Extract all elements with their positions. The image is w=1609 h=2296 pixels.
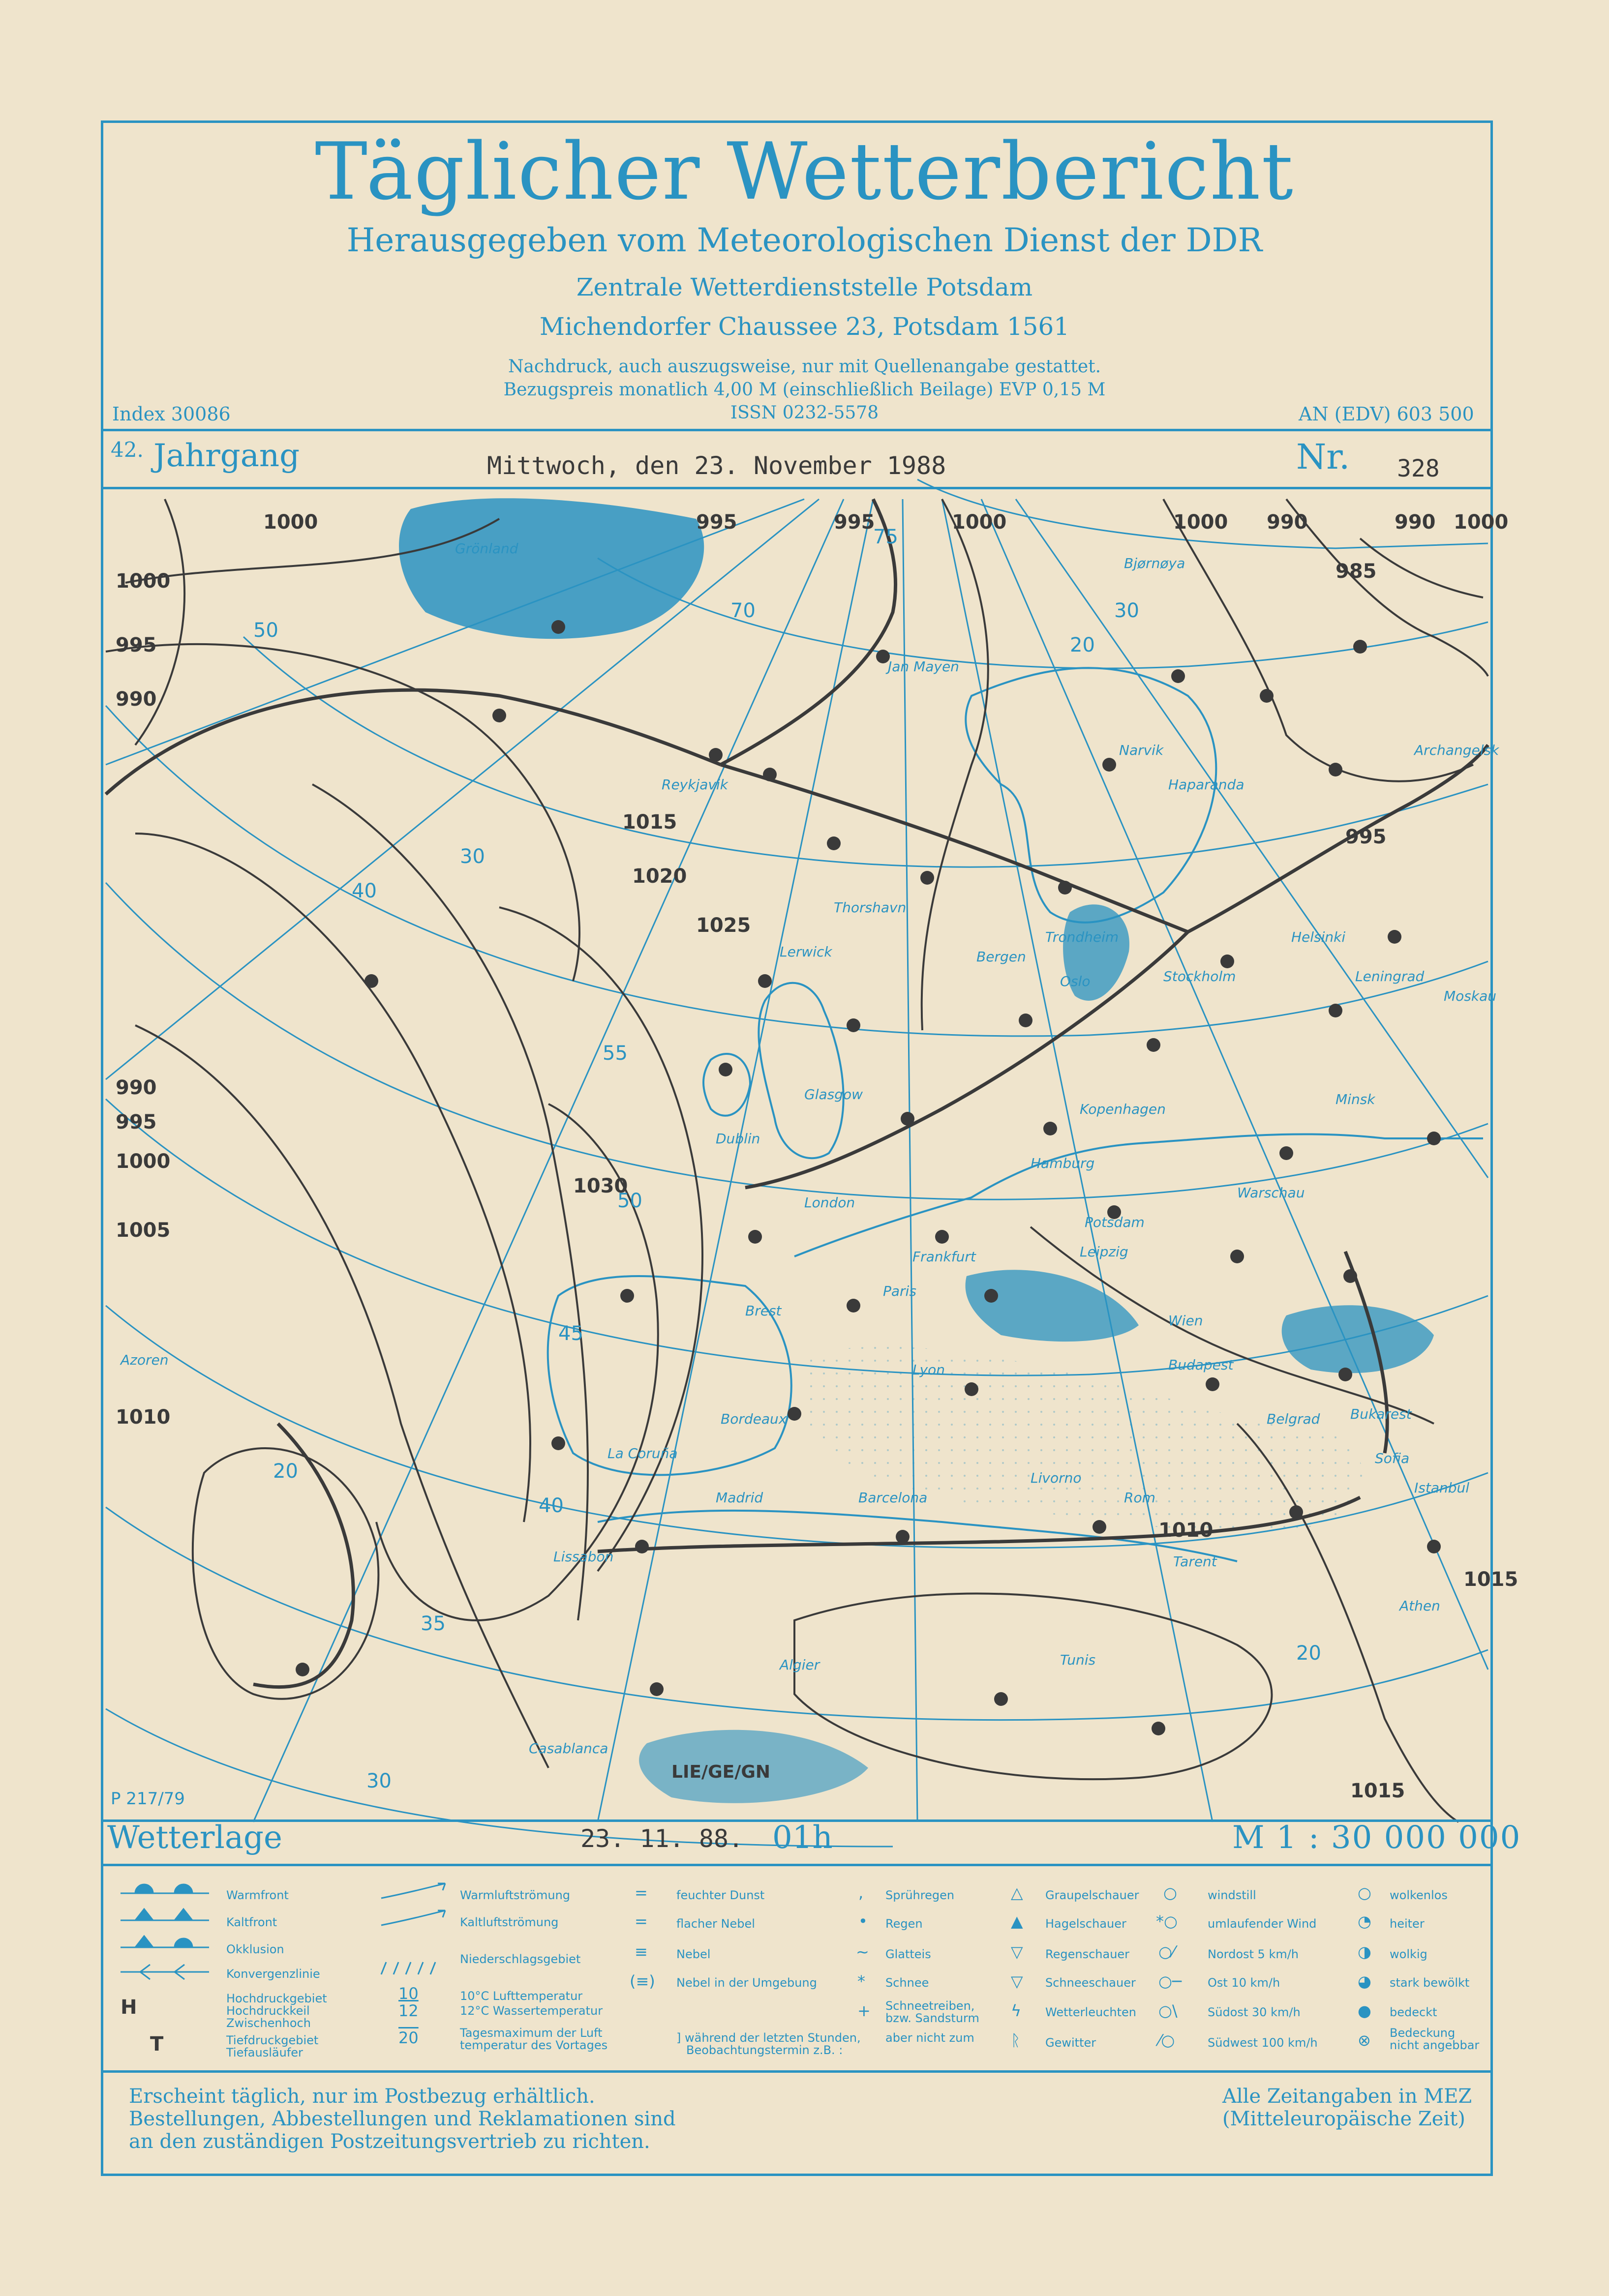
rain-shower-icon: ▽: [1011, 1942, 1023, 1961]
graticule-parallels: [106, 479, 1488, 1847]
place-label: Reykjavik: [662, 776, 728, 793]
lon-label-20: 20: [273, 1460, 298, 1483]
place-label: Helsinki: [1291, 929, 1346, 945]
footer-line: Erscheint täglich, nur im Postbezug erhältlich.: [129, 2085, 595, 2108]
place-label: Casablanca: [529, 1740, 608, 1757]
latitude-labels: [253, 526, 1321, 1792]
place-label: Thorshavn: [834, 899, 907, 916]
blowing-snow-icon: +: [857, 2001, 871, 2020]
isobar-label-995: 995: [696, 511, 737, 534]
legend-nordost: Nordost 5 km/h: [1208, 1947, 1299, 1961]
lat-label-45: 45: [558, 1322, 583, 1345]
place-label: Oslo: [1060, 973, 1091, 989]
legend-schneeschauer: Schneeschauer: [1045, 1976, 1136, 1990]
glaze-icon: ~: [856, 1942, 869, 1961]
lat-label-50: 50: [617, 1190, 642, 1212]
lat-label-75: 75: [873, 526, 898, 548]
place-label: London: [804, 1194, 855, 1211]
wetterlage-label: Wetterlage: [107, 1819, 282, 1856]
drizzle-icon: ,: [858, 1883, 864, 1902]
legend-bedeckung: Bedeckung: [1390, 2026, 1456, 2040]
southwest-wind-icon: ⁄○: [1158, 2031, 1175, 2050]
legend-okklusion: Okklusion: [226, 1942, 284, 1956]
isobar-label-1005: 1005: [116, 1219, 171, 1242]
thunderstorm-icon: ᚱ: [1011, 2031, 1021, 2050]
place-label: Haparanda: [1168, 776, 1245, 793]
lon-label-40: 40: [352, 880, 377, 902]
fog-vicinity-icon: (≡): [630, 1972, 655, 1991]
footer-line: an den zuständigen Postzeitungsvertrieb zu richten.: [129, 2130, 650, 2153]
clear-sky-icon: ○: [1358, 1883, 1371, 1902]
isobar-label-1020: 1020: [632, 865, 687, 888]
place-label: Dublin: [716, 1131, 760, 1147]
place-label: Brest: [745, 1303, 782, 1319]
legend-tief: Tiefdruckgebiet: [226, 2033, 319, 2047]
legend-heiter: heiter: [1390, 1917, 1425, 1931]
legend-gewitter: Gewitter: [1045, 2036, 1096, 2050]
place-label: Bordeaux: [721, 1411, 787, 1427]
analysis-code: LIE/GE/GN: [671, 1762, 771, 1782]
place-label: Barcelona: [858, 1490, 928, 1506]
fog-icon: ≡: [635, 1942, 648, 1961]
british-isles-shape: [759, 983, 843, 1158]
place-label: Trondheim: [1045, 929, 1119, 945]
place-label: Livorno: [1031, 1470, 1082, 1486]
legend-schnee: Schnee: [885, 1976, 929, 1990]
isobar-label-1015: 1015: [1350, 1780, 1405, 1802]
publisher-line: Herausgegeben vom Meteorologischen Dienst der DDR: [346, 221, 1263, 259]
divider: [101, 1864, 1493, 1866]
lat-label-70: 70: [730, 599, 756, 622]
sky-obscured-icon: ⊗: [1358, 2031, 1371, 2050]
legend-flacher-nebel: flacher Nebel: [676, 1917, 755, 1931]
lon-label-30: 30: [460, 845, 485, 868]
legend-regenschauer: Regenschauer: [1045, 1947, 1130, 1961]
legend-nebel-umgebung: Nebel in der Umgebung: [676, 1976, 817, 1990]
jahrgang-number: 42.: [111, 438, 144, 462]
greenland-shape: [399, 498, 704, 639]
footer-right: [1222, 2085, 1472, 2130]
place-labels: [120, 540, 1500, 1757]
lat-label-35: 35: [421, 1612, 446, 1635]
place-label: Lissabon: [553, 1549, 614, 1565]
legend-suedwest: Südwest 100 km/h: [1208, 2036, 1318, 2050]
isobar-label-1000: 1000: [116, 1150, 171, 1173]
legend-glatteis: Glatteis: [885, 1947, 931, 1961]
black-sea: [1282, 1305, 1434, 1373]
isobar-label-1010: 1010: [1158, 1519, 1214, 1542]
place-label: Kopenhagen: [1080, 1101, 1166, 1117]
index-number: Index 30086: [112, 403, 231, 425]
legend-spruehregen: Sprühregen: [885, 1888, 955, 1902]
isobar-label-985: 985: [1336, 560, 1377, 583]
an-number: AN (EDV) 603 500: [1299, 403, 1474, 425]
lat-label-20: 20: [1296, 1642, 1321, 1665]
legend-zwischenhoch: Zwischenhoch: [226, 2016, 311, 2030]
isobar-label-995: 995: [116, 1111, 157, 1133]
issue-number: 328: [1397, 455, 1440, 482]
place-label: Minsk: [1336, 1091, 1375, 1107]
place-label: Frankfurt: [912, 1249, 976, 1265]
calm-wind-icon: ○: [1163, 1883, 1177, 1902]
legend-regen: Regen: [885, 1917, 923, 1931]
legend-warmluft: Warmluftströmung: [460, 1888, 571, 1902]
rain-icon: •: [858, 1912, 868, 1931]
lightning-icon: ϟ: [1011, 2001, 1022, 2020]
legend-bedeckt: bedeckt: [1390, 2005, 1437, 2019]
high-pressure-symbol: H: [121, 1996, 137, 2019]
nr-label: Nr.: [1296, 437, 1350, 477]
legend-letzte-stunden: ] während der letzten Stunden,: [676, 2031, 861, 2045]
legend-niederschlag: Niederschlagsgebiet: [460, 1952, 581, 1966]
legend-schneetreiben: Schneetreiben,: [885, 1999, 975, 2013]
isobar-label-1015: 1015: [622, 811, 677, 834]
isobar-label-990: 990: [116, 688, 157, 711]
haze-icon: =: [635, 1883, 648, 1902]
place-label: Leipzig: [1080, 1244, 1128, 1260]
legend-graupel: Graupelschauer: [1045, 1888, 1139, 1902]
place-label: Glasgow: [804, 1086, 863, 1103]
divider: [101, 429, 1493, 431]
place-label: Budapest: [1168, 1357, 1234, 1373]
map-svg: [106, 489, 1518, 1822]
address-line: Michendorfer Chaussee 23, Potsdam 1561: [539, 312, 1070, 341]
legend: [106, 1869, 1488, 2075]
place-label: Bergen: [976, 949, 1026, 965]
overcast-icon: ●: [1358, 2001, 1371, 2020]
place-label: Leningrad: [1355, 968, 1425, 984]
legend-ost: Ost 10 km/h: [1208, 1976, 1280, 1990]
jahrgang-label: Jahrgang: [153, 438, 300, 474]
wetterlage-hour: 01h: [772, 1819, 833, 1856]
isobar-label-1000: 1000: [1173, 511, 1228, 534]
lon-label-50: 50: [253, 619, 278, 642]
place-label: La Coruña: [607, 1445, 678, 1461]
footer-line: (Mitteleuropäische Zeit): [1222, 2108, 1465, 2130]
isobar-label-995: 995: [834, 511, 875, 534]
price-note: Bezugspreis monatlich 4,00 M (einschließlich Beilage) EVP 0,15 M: [503, 380, 1106, 400]
graupel-shower-icon: △: [1011, 1883, 1023, 1902]
place-label: Madrid: [716, 1490, 763, 1506]
isobar-label-995: 995: [1345, 826, 1387, 848]
legend-hochkeil: Hochdruckkeil: [226, 2004, 310, 2018]
lon-label-30: 30: [1114, 599, 1139, 622]
cloudy-sky-icon: ◑: [1358, 1942, 1371, 1961]
place-label: Jan Mayen: [888, 658, 959, 675]
legend-nicht-angebbar: nicht angebbar: [1390, 2038, 1480, 2052]
europe-coast: [794, 1134, 1483, 1256]
lat-label-30: 30: [366, 1770, 392, 1792]
stations: [296, 620, 1441, 1735]
place-label: Bukarest: [1350, 1406, 1412, 1422]
fair-sky-icon: ◔: [1358, 1912, 1371, 1931]
legend-kaltluft: Kaltluftströmung: [460, 1915, 559, 1929]
legend-wetterleuchten: Wetterleuchten: [1045, 2005, 1136, 2019]
isobar-label-1030: 1030: [573, 1175, 628, 1197]
map-scale: M 1 : 30 000 000: [1232, 1819, 1521, 1856]
office-line: Zentrale Wetterdienststelle Potsdam: [576, 273, 1033, 301]
footer-left: [129, 2085, 676, 2153]
footer-line: Alle Zeitangaben in MEZ: [1222, 2085, 1472, 2108]
legend-tiefauslaeufer: Tiefausläufer: [226, 2046, 303, 2059]
place-label: Hamburg: [1031, 1155, 1095, 1171]
legend-suedost: Südost 30 km/h: [1208, 2005, 1301, 2019]
variable-wind-icon: *○: [1156, 1912, 1178, 1931]
place-label: Moskau: [1444, 988, 1496, 1004]
isobar-label-1025: 1025: [696, 914, 751, 937]
legend-wassertemp: 12°C Wassertemperatur: [460, 2004, 603, 2018]
lon-label-20: 20: [1070, 634, 1095, 656]
legend-flow-symbols: [381, 1879, 455, 1987]
wetterlage-date: 23. 11. 88.: [580, 1824, 744, 1853]
legend-dunst: feuchter Dunst: [676, 1888, 765, 1902]
legend-front-symbols: [121, 1879, 219, 2065]
northeast-wind-icon: ○⁄: [1158, 1942, 1175, 1961]
isobar-label-990: 990: [1267, 511, 1308, 534]
isobar-label-990: 990: [116, 1076, 157, 1099]
legend-hoch: Hochdruckgebiet: [226, 1992, 327, 2005]
issue-date: Mittwoch, den 23. November 1988: [487, 451, 946, 480]
issn: ISSN 0232-5578: [730, 403, 879, 423]
place-label: Stockholm: [1163, 968, 1236, 984]
legend-lufttemp: 10°C Lufttemperatur: [460, 1989, 583, 2003]
place-label: Bjørnøya: [1124, 555, 1185, 571]
legend-beobachtung: Beobachtungstermin z.B. :: [686, 2043, 843, 2057]
reprint-note: Nachdruck, auch auszugsweise, nur mit Quellenangabe gestattet.: [508, 357, 1101, 377]
legend-sandsturm: bzw. Sandsturm: [885, 2011, 979, 2025]
lat-label-55: 55: [603, 1042, 628, 1065]
legend-tagesmax: Tagesmaximum der Luft: [460, 2026, 603, 2040]
isobar-label-1010: 1010: [116, 1406, 171, 1429]
low-pressure-symbol: T: [150, 2033, 164, 2056]
legend-umlaufend: umlaufender Wind: [1208, 1917, 1317, 1931]
jahrgang: [111, 438, 300, 474]
isobar-label-1000: 1000: [263, 511, 318, 534]
weather-map: [106, 489, 1518, 1822]
place-label: Narvik: [1119, 742, 1164, 758]
legend-wolkig: wolkig: [1390, 1947, 1427, 1961]
place-label: Belgrad: [1267, 1411, 1320, 1427]
legend-kaltfront: Kaltfront: [226, 1915, 277, 1929]
shallow-fog-icon: =: [635, 1912, 648, 1931]
southeast-wind-icon: ○\: [1158, 2001, 1178, 2020]
place-label: Algier: [780, 1657, 820, 1673]
place-label: Athen: [1399, 1598, 1440, 1614]
legend-nicht-zum: aber nicht zum: [885, 2031, 974, 2045]
isobar-label-995: 995: [116, 634, 157, 656]
snow-shower-icon: ▽: [1011, 1972, 1023, 1991]
legend-windstill: windstill: [1208, 1888, 1256, 1902]
footer-line: Bestellungen, Abbestellungen und Reklamationen sind: [129, 2108, 676, 2130]
print-code: P 217/79: [111, 1789, 185, 1809]
legend-warmfront: Warmfront: [226, 1888, 289, 1902]
place-label: Lyon: [912, 1362, 945, 1378]
page-title: Täglicher Wetterbericht: [315, 125, 1294, 217]
place-label: Lerwick: [780, 944, 832, 960]
place-label: Istanbul: [1414, 1480, 1470, 1496]
place-label: Tunis: [1060, 1652, 1096, 1668]
isobar-label-990: 990: [1395, 511, 1436, 534]
legend-konvergenz: Konvergenzlinie: [226, 1967, 320, 1981]
legend-air-temp-symbol: 10: [398, 1984, 419, 2003]
divider: [101, 2070, 1493, 2073]
isobar-label-1015: 1015: [1463, 1568, 1518, 1591]
mostly-cloudy-icon: ◕: [1358, 1972, 1371, 1991]
place-label: Warschau: [1237, 1185, 1305, 1201]
snow-icon: *: [857, 1972, 865, 1991]
legend-max-temp-symbol: 20: [398, 2028, 419, 2047]
place-label: Sofia: [1375, 1450, 1410, 1466]
legend-nebel: Nebel: [676, 1947, 711, 1961]
isobar-label-1000: 1000: [952, 511, 1007, 534]
lat-label-40: 40: [539, 1494, 564, 1517]
place-label: Paris: [883, 1283, 916, 1299]
legend-vortag: temperatur des Vortages: [460, 2038, 608, 2052]
legend-wolkenlos: wolkenlos: [1390, 1888, 1448, 1902]
place-label: Grönland: [455, 540, 518, 557]
legend-water-temp-symbol: 12: [398, 2001, 419, 2020]
place-label: Wien: [1168, 1312, 1203, 1329]
place-label: Tarent: [1173, 1553, 1217, 1570]
isobar-label-1000: 1000: [1454, 511, 1509, 534]
isobar-label-1000: 1000: [116, 570, 171, 593]
legend-stark-bewoelkt: stark bewölkt: [1390, 1976, 1470, 1990]
place-label: Archangelsk: [1414, 742, 1499, 758]
place-label: Potsdam: [1085, 1214, 1145, 1230]
legend-hagel: Hagelschauer: [1045, 1917, 1126, 1931]
east-wind-icon: ○─: [1158, 1972, 1182, 1991]
place-label: Rom: [1124, 1490, 1155, 1506]
place-label: Azoren: [121, 1352, 169, 1368]
hail-shower-icon: ▲: [1011, 1912, 1023, 1931]
